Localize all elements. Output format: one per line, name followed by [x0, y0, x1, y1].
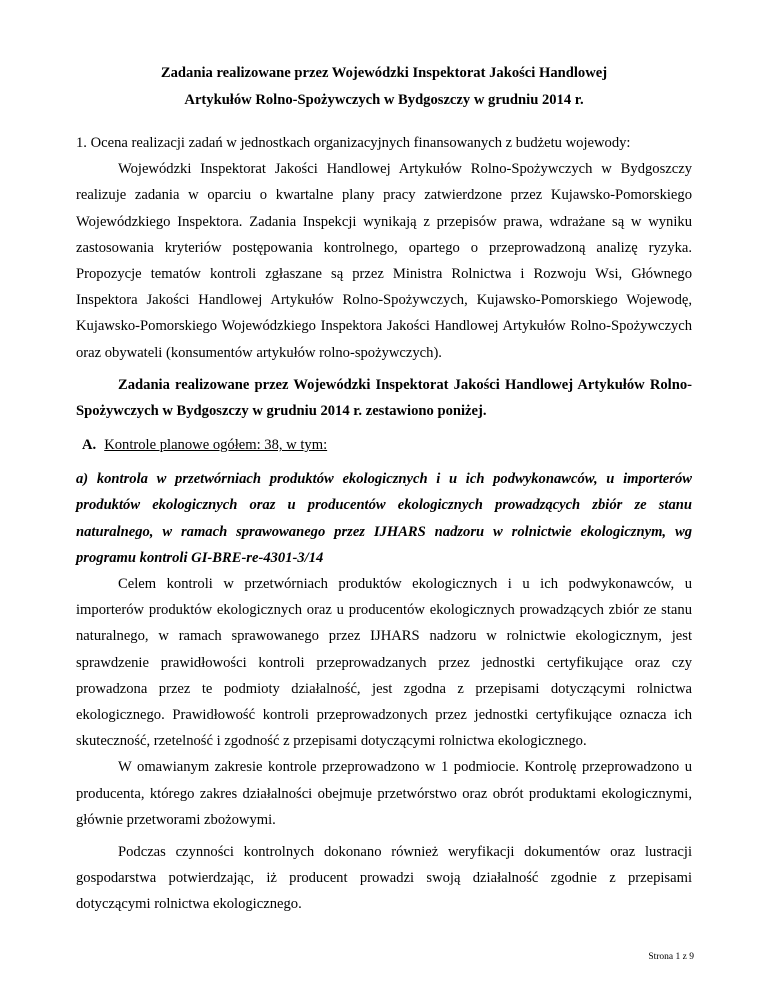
- document-title-line-2: Artykułów Rolno-Spożywczych w Bydgoszczy w grudniu 2014 r.: [184, 92, 584, 108]
- section-1-heading: 1. Ocena realizacji zadań w jednostkach organizacyjnych finansowanych z budżetu wojewody:: [76, 135, 631, 151]
- list-letter: A.: [82, 437, 97, 454]
- document-page: [76, 0, 692, 918]
- subsection-a-paragraph-3: Podczas czynności kontrolnych dokonano również weryfikacji dokumentów oraz lustracji gospodarstwa potwierdzając, iż producent prowadzi swoją działalność zgodnie z przepisami dotyczącymi rolnictwa ekologicznego.: [76, 844, 692, 913]
- document-title-line-1: Zadania realizowane przez Wojewódzki Inspektorat Jakości Handlowej: [160, 65, 608, 81]
- section-1-paragraph: Wojewódzki Inspektorat Jakości Handlowej Artykułów Rolno-Spożywczych w Bydgoszczy realizuje zadania w oparciu o kwartalne plany pracy zatwierdzone przez Kujawsko-Pomorskiego Wojewódzkiego Inspektora. Zadania Inspekcji wynikają z przepisów prawa, wdrażane są w wyniku zastosowania kryteriów postępowania kontrolnego, opartego o przeprowadzoną analizę ryzyka. Propozycje tematów kontroli zgłaszane są przez Ministra Rolnictwa i Rozwoju Wsi, Głównego Inspektora Jakości Handlowej Artykułów Rolno-Spożywczych, Kujawsko-Pomorskiego Wojewodę, Kujawsko-Pomorskiego Wojewódzkiego Inspektora Jakości Handlowej Artykułów Rolno-Spożywczych oraz obywateli (konsumentów artykułów rolno-spożywczych).: [76, 161, 692, 361]
- page-number-footer: Strona 1 z 9: [648, 952, 694, 962]
- summary-heading: Zadania realizowane przez Wojewódzki Inspektorat Jakości Handlowej Artykułów Rolno-Spożywczych w Bydgoszczy w grudniu 2014 r. zestawiono poniżej.: [76, 376, 692, 420]
- subsection-a-paragraph-1: Celem kontroli w przetwórniach produktów ekologicznych i u ich podwykonawców, u importerów produktów ekologicznych oraz u producentów ekologicznych prowadzących zbiór ze stanu naturalnego, w ramach sprawowanego przez IJHARS nadzoru w rolnictwie ekologicznym, jest sprawdzenie prawidłowości kontroli przeprowadzanych przez jednostki certyfikujące oraz czy prowadzona przez te podmioty działalność, jest zgodna z przepisami dotyczącymi rolnictwa ekologicznego. Prawidłowość kontroli przeprowadzonych przez jednostki certyfikujące oznacza ich skuteczność, rzetelność i zgodność z przepisami dotyczącymi rolnictwa ekologicznego.: [76, 576, 692, 750]
- list-item-a: [82, 432, 692, 458]
- subsection-a-paragraph-2: W omawianym zakresie kontrole przeprowadzono w 1 podmiocie. Kontrolę przeprowadzono u producenta, którego zakres działalności obejmuje przetwórstwo oraz obrót produktami ekologicznymi, głównie przetworami zbożowymi.: [76, 759, 692, 828]
- subsection-a-heading: a) kontrola w przetwórniach produktów ekologicznych i u ich podwykonawców, u importerów produktów ekologicznych oraz u producentów ekologicznych prowadzących zbiór ze stanu naturalnego, w ramach sprawowanego przez IJHARS nadzoru w rolnictwie ekologicznym, wg programu kontroli GI-BRE-re-4301-3/14: [76, 471, 692, 566]
- list-item-a-text: Kontrole planowe ogółem: 38, w tym:: [104, 437, 328, 454]
